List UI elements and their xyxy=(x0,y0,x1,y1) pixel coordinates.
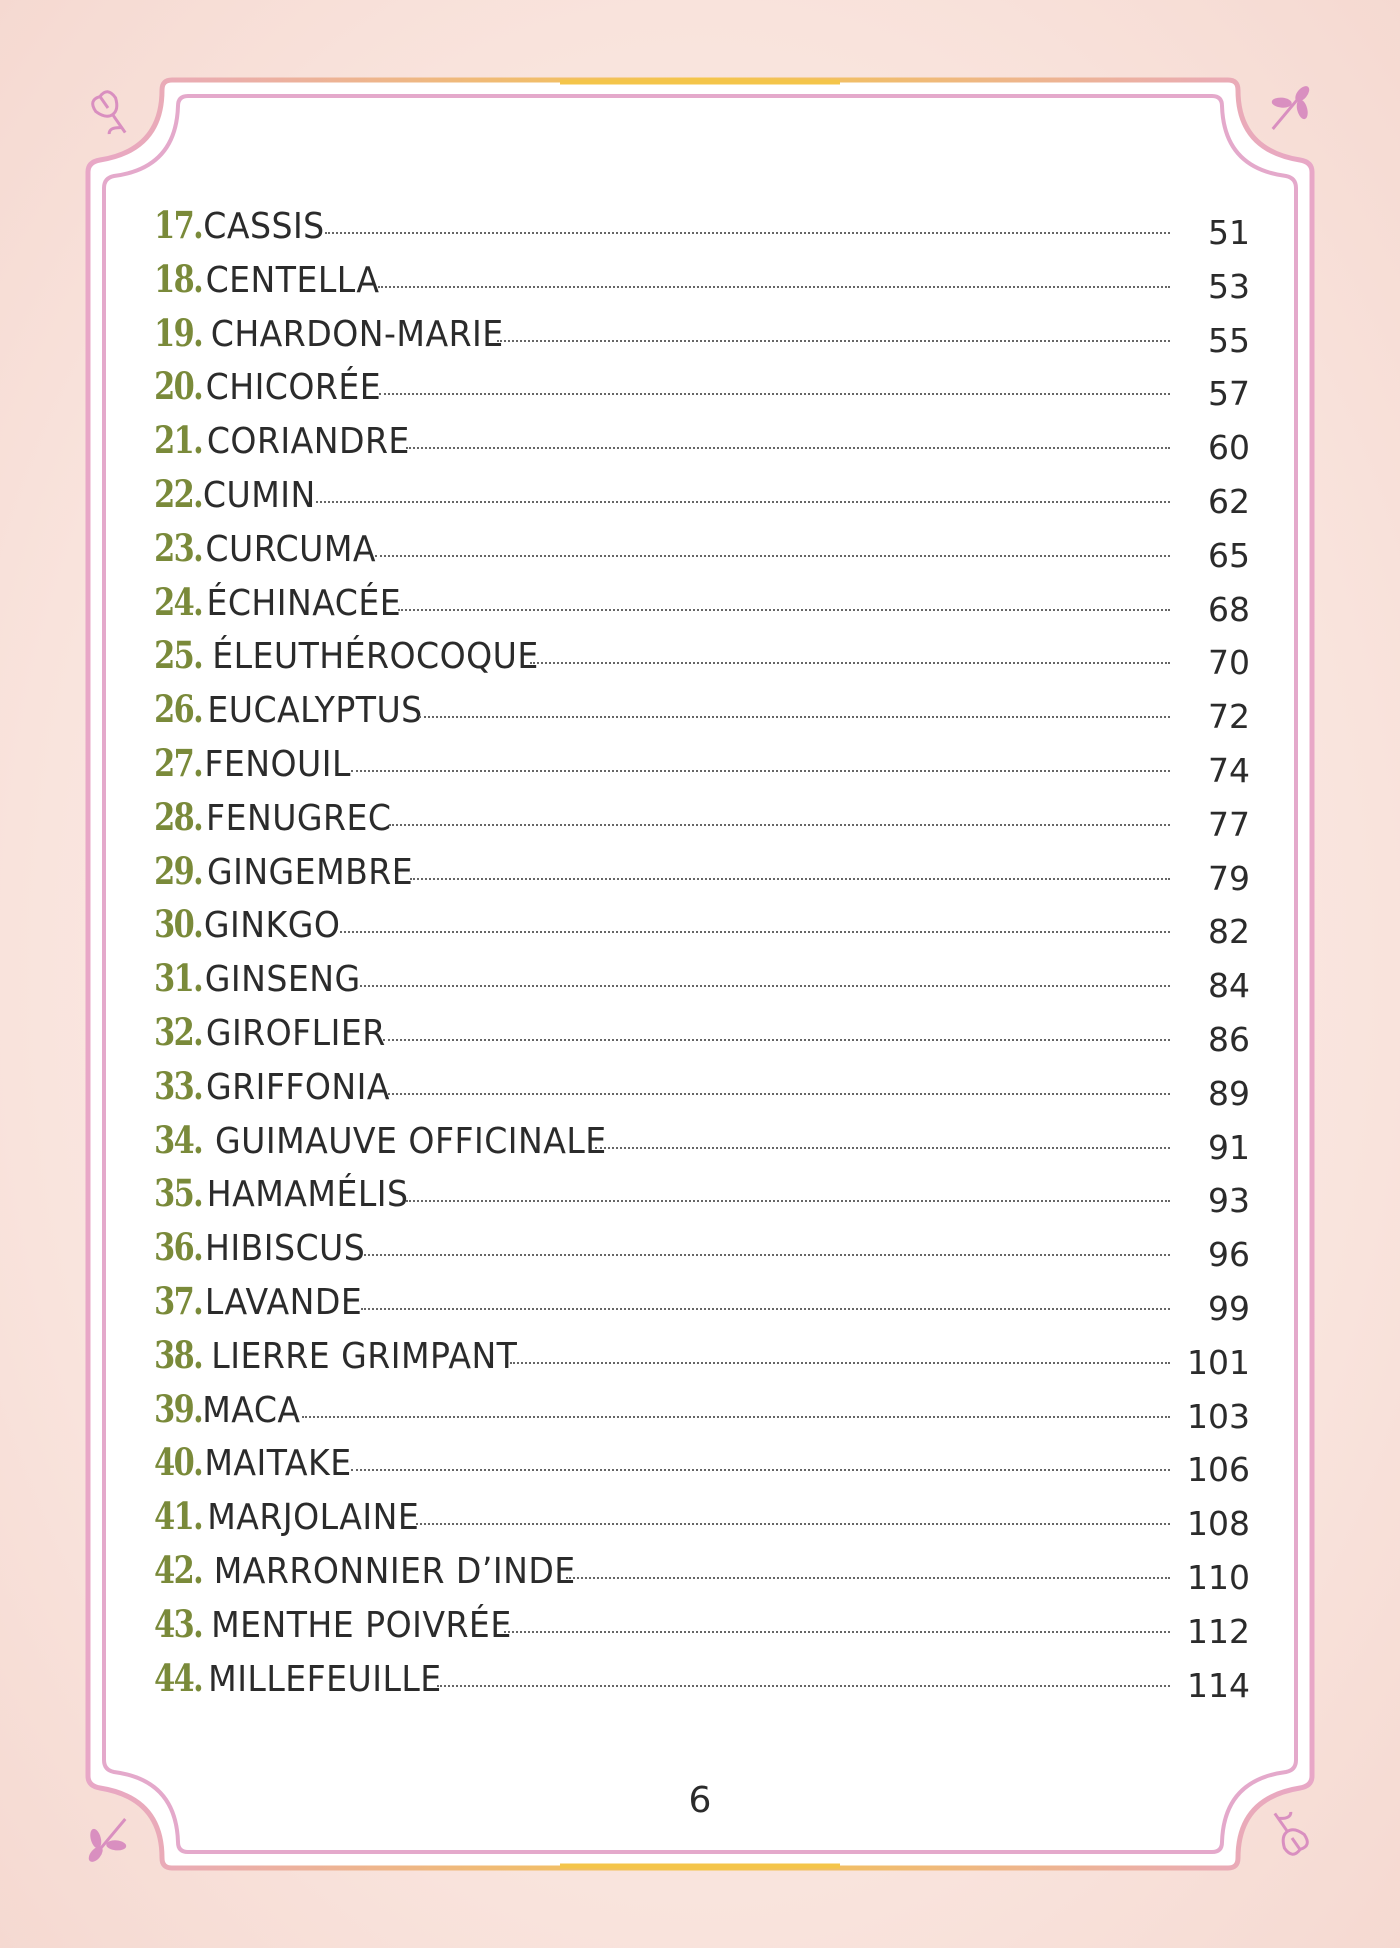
toc-entry-number: 39. xyxy=(154,1386,203,1431)
toc-entry-page: 101 xyxy=(1187,1342,1250,1382)
dot-leader xyxy=(419,716,1170,718)
toc-entry[interactable] xyxy=(150,580,1250,634)
toc-entry-title: ÉCHINACÉE xyxy=(206,582,401,624)
dot-leader xyxy=(416,1523,1170,1525)
toc-entry-number: 17. xyxy=(154,203,203,247)
dot-leader xyxy=(566,1577,1170,1579)
toc-entry-title: CASSIS xyxy=(203,206,325,247)
toc-entry-number: 26. xyxy=(154,687,203,732)
dot-leader xyxy=(437,1685,1170,1687)
toc-entry[interactable] xyxy=(150,364,1250,418)
toc-entry-page: 57 xyxy=(1208,374,1250,414)
toc-entry[interactable] xyxy=(150,902,1250,956)
toc-entry-title: FENUGREC xyxy=(205,797,392,839)
toc-entry[interactable] xyxy=(150,1333,1250,1387)
dot-leader xyxy=(406,1200,1170,1202)
toc-entry-page: 70 xyxy=(1208,643,1250,683)
toc-entry[interactable] xyxy=(150,1440,1250,1494)
toc-entry-page: 103 xyxy=(1187,1396,1250,1436)
toc-entry-number: 28. xyxy=(154,794,203,839)
toc-entry-page: 84 xyxy=(1208,966,1250,1006)
toc-entry-number: 21. xyxy=(154,418,203,463)
toc-entry-number: 41. xyxy=(154,1494,203,1539)
toc-entry-number: 35. xyxy=(154,1171,203,1216)
dot-leader xyxy=(361,1308,1170,1310)
toc-entry-page: 110 xyxy=(1187,1557,1250,1597)
toc-entry-number: 19. xyxy=(154,310,203,355)
toc-entry-title: MENTHE POIVRÉE xyxy=(210,1604,512,1646)
toc-entry-number: 38. xyxy=(154,1332,203,1377)
toc-entry-title: MACA xyxy=(202,1389,301,1431)
toc-entry-number: 33. xyxy=(154,1063,203,1108)
toc-entry-page: 74 xyxy=(1208,750,1250,790)
dot-leader xyxy=(504,1631,1170,1633)
toc-entry[interactable] xyxy=(150,203,1250,257)
toc-entry-number: 32. xyxy=(154,1009,203,1054)
toc-entry-number: 37. xyxy=(154,1278,203,1323)
toc-entry[interactable] xyxy=(150,472,1250,526)
toc-entry-page: 96 xyxy=(1208,1235,1250,1275)
dot-leader xyxy=(325,232,1170,234)
toc-entry-number: 42. xyxy=(154,1547,203,1592)
toc-entry[interactable] xyxy=(150,956,1250,1010)
toc-entry-number: 29. xyxy=(154,848,203,893)
toc-entry-page: 65 xyxy=(1208,535,1250,575)
dot-leader xyxy=(351,1469,1170,1471)
toc-entry-page: 86 xyxy=(1208,1019,1250,1059)
toc-entry-number: 40. xyxy=(154,1440,203,1485)
toc-entry[interactable] xyxy=(150,1602,1250,1656)
dot-leader xyxy=(389,824,1170,826)
toc-entry-title: FENOUIL xyxy=(204,743,351,785)
toc-entry-number: 24. xyxy=(154,579,203,624)
toc-entry-page: 91 xyxy=(1208,1127,1250,1167)
dot-leader xyxy=(388,1093,1170,1095)
toc-entry[interactable] xyxy=(150,418,1250,472)
toc-entry[interactable] xyxy=(150,1064,1250,1118)
toc-entry-number: 44. xyxy=(154,1655,203,1700)
dot-leader xyxy=(406,447,1170,449)
toc-entry-page: 112 xyxy=(1187,1611,1250,1651)
toc-entry[interactable] xyxy=(150,1171,1250,1225)
toc-entry-number: 31. xyxy=(154,956,203,1001)
toc-entry-title: GRIFFONIA xyxy=(205,1066,390,1108)
dot-leader xyxy=(398,609,1170,611)
dot-leader xyxy=(364,1254,1170,1256)
toc-entry-title: CORIANDRE xyxy=(206,421,410,463)
toc-entry-page: 82 xyxy=(1208,912,1250,952)
toc-entry-title: GINSENG xyxy=(204,959,361,1001)
dot-leader xyxy=(510,1362,1171,1364)
toc-entry[interactable] xyxy=(150,795,1250,849)
toc-entry[interactable] xyxy=(150,849,1250,903)
dot-leader xyxy=(302,1416,1170,1418)
dot-leader xyxy=(497,340,1170,342)
toc-entry-page: 79 xyxy=(1208,858,1250,898)
toc-entry-number: 23. xyxy=(154,525,203,570)
toc-entry-number: 34. xyxy=(154,1117,203,1162)
toc-entry-page: 51 xyxy=(1208,213,1250,252)
toc-entry-number: 18. xyxy=(154,256,203,301)
toc-entry[interactable] xyxy=(150,1010,1250,1064)
dot-leader xyxy=(530,662,1170,664)
toc-entry[interactable] xyxy=(150,1225,1250,1279)
toc-entry-page: 60 xyxy=(1208,428,1250,468)
tulip-icon xyxy=(88,89,135,141)
toc-entry-title: HIBISCUS xyxy=(204,1228,365,1270)
toc-entry-page: 53 xyxy=(1208,266,1250,306)
toc-entry-title: MILLEFEUILLE xyxy=(207,1658,442,1700)
toc-entry-page: 55 xyxy=(1208,320,1250,360)
toc-entry[interactable] xyxy=(150,741,1250,795)
dot-leader xyxy=(360,985,1170,987)
toc-entry-title: LIERRE GRIMPANT xyxy=(211,1335,518,1377)
toc-entry[interactable] xyxy=(150,1548,1250,1602)
toc-entry-title: HAMAMÉLIS xyxy=(206,1174,409,1216)
toc-entry[interactable] xyxy=(150,311,1250,365)
toc-entry[interactable] xyxy=(150,257,1250,311)
toc-entry-title: CURCUMA xyxy=(205,528,376,570)
toc-entry-number: 20. xyxy=(154,364,203,409)
toc-entry-title: MARRONNIER D’INDE xyxy=(213,1550,576,1592)
page-number: 6 xyxy=(688,1780,712,1821)
dot-leader xyxy=(378,286,1170,288)
toc-entry[interactable] xyxy=(150,526,1250,580)
toc-entry[interactable] xyxy=(150,1656,1250,1710)
dot-leader xyxy=(340,931,1170,933)
toc-entry-page: 99 xyxy=(1208,1288,1250,1328)
toc-entry-title: CHICORÉE xyxy=(205,367,381,409)
toc-entry-number: 43. xyxy=(154,1601,203,1646)
toc-entry-number: 22. xyxy=(154,471,203,516)
dot-leader xyxy=(410,878,1170,880)
toc-entry-page: 72 xyxy=(1208,697,1250,737)
toc-entry-number: 25. xyxy=(154,633,203,678)
toc-entry-title: CENTELLA xyxy=(205,259,380,301)
toc-entry-title: ÉLEUTHÉROCOQUE xyxy=(211,636,539,678)
toc-entry[interactable] xyxy=(150,1118,1250,1172)
dot-leader xyxy=(351,770,1171,772)
toc-entry[interactable] xyxy=(150,633,1250,687)
toc-entry-page: 77 xyxy=(1208,804,1250,844)
toc-entry-title: CUMIN xyxy=(202,474,316,516)
toc-entry-title: EUCALYPTUS xyxy=(207,690,423,732)
toc-entry-page: 68 xyxy=(1208,589,1250,629)
dot-leader xyxy=(316,501,1170,503)
toc-entry-number: 27. xyxy=(154,740,203,785)
toc-entry[interactable] xyxy=(150,1279,1250,1333)
toc-entry-title: GIROFLIER xyxy=(205,1012,386,1054)
toc-entry-page: 106 xyxy=(1187,1450,1250,1490)
toc-entry-title: LAVANDE xyxy=(204,1281,362,1323)
toc-entry-title: CHARDON-MARIE xyxy=(210,313,504,355)
dot-leader xyxy=(379,393,1170,395)
toc-entry-page: 89 xyxy=(1208,1073,1250,1113)
toc-entry-page: 108 xyxy=(1187,1504,1250,1544)
toc-entry-title: GINKGO xyxy=(203,905,341,947)
toc-entry-page: 62 xyxy=(1208,481,1250,521)
toc-entry-page: 93 xyxy=(1208,1181,1250,1221)
toc-entry-title: MAITAKE xyxy=(204,1443,352,1485)
toc-entry-title: GINGEMBRE xyxy=(206,851,413,893)
toc-entry[interactable] xyxy=(150,1494,1250,1548)
table-of-contents xyxy=(150,203,1250,1709)
toc-entry-number: 30. xyxy=(154,902,203,947)
toc-entry[interactable] xyxy=(150,687,1250,741)
toc-entry[interactable] xyxy=(150,1387,1250,1441)
dot-leader xyxy=(595,1147,1170,1149)
leaf-sprig-icon xyxy=(1257,73,1325,142)
toc-entry-number: 36. xyxy=(154,1225,203,1270)
toc-entry-title: MARJOLAINE xyxy=(206,1497,419,1539)
dot-leader xyxy=(383,1039,1170,1041)
dot-leader xyxy=(375,555,1170,557)
toc-entry-title: GUIMAUVE OFFICINALE xyxy=(214,1120,607,1162)
toc-entry-page: 114 xyxy=(1187,1665,1250,1705)
